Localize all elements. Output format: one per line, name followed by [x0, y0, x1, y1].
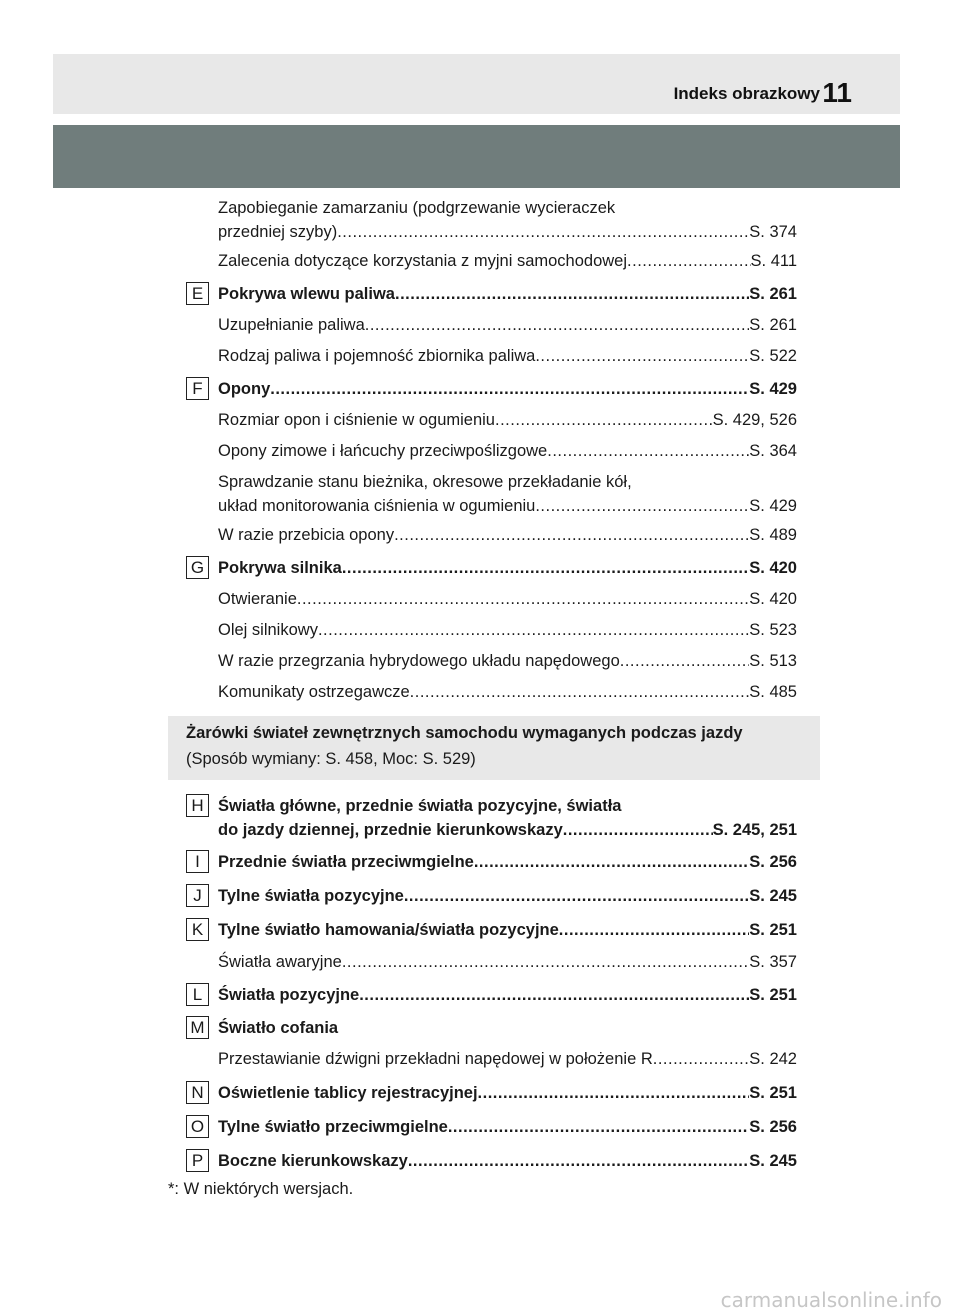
- entry-first-line: Światła główne, przednie światła pozycyjne, światła: [218, 797, 622, 815]
- page-reference: S. 242: [749, 1050, 797, 1068]
- dot-leader: [270, 377, 749, 401]
- index-entry: [218, 918, 797, 942]
- entry-title: Światła awaryjne: [218, 953, 342, 971]
- callout-letter-box: H: [186, 794, 209, 817]
- info-box-subtext: (Sposób wymiany: S. 458, Moc: S. 529): [186, 750, 476, 768]
- dot-leader: [653, 1047, 750, 1071]
- index-entry: [218, 344, 797, 368]
- entry-title: Rodzaj paliwa i pojemność zbiornika paliwa: [218, 347, 536, 365]
- dot-leader: [365, 313, 750, 337]
- index-entry: [218, 1081, 797, 1105]
- callout-letter-box: F: [186, 377, 209, 400]
- index-entry: [218, 249, 797, 273]
- entry-first-line: Zapobieganie zamarzaniu (podgrzewanie wycieraczek: [218, 199, 616, 217]
- entry-title: Przestawianie dźwigni przekładni napędowej w położenie R: [218, 1050, 653, 1068]
- page-reference: S. 523: [749, 621, 797, 639]
- entry-title: układ monitorowania ciśnienia w ogumieniu: [218, 497, 536, 515]
- entry-first-line: Sprawdzanie stanu bieżnika, okresowe przekładanie kół,: [218, 473, 632, 491]
- dot-leader: [395, 282, 749, 306]
- index-entry: [218, 983, 797, 1007]
- dot-leader: [394, 523, 749, 547]
- page-reference: S. 357: [749, 953, 797, 971]
- dot-leader: [535, 494, 749, 518]
- dot-leader: [474, 850, 749, 874]
- illustration-placeholder-bar: [53, 125, 900, 188]
- entry-title: W razie przegrzania hybrydowego układu napędowego: [218, 652, 620, 670]
- dot-leader: [627, 249, 750, 273]
- page-reference: S. 522: [749, 347, 797, 365]
- dot-leader: [563, 818, 713, 842]
- page-reference: S. 420: [749, 559, 797, 577]
- page-reference: S. 485: [749, 683, 797, 701]
- dot-leader: [547, 439, 749, 463]
- index-entry: [218, 377, 797, 401]
- page-reference: S. 245: [749, 1152, 797, 1170]
- index-entry: [218, 439, 797, 463]
- page-reference: S. 245, 251: [712, 821, 797, 839]
- section-title: Indeks obrazkowy: [673, 84, 820, 103]
- entry-title: Komunikaty ostrzegawcze: [218, 683, 410, 701]
- index-entry: [218, 1016, 797, 1040]
- entry-title: Opony zimowe i łańcuchy przeciwpoślizgowe: [218, 442, 548, 460]
- entry-title: Zalecenia dotyczące korzystania z myjni samochodowej: [218, 252, 628, 270]
- index-entry: [218, 556, 797, 580]
- entry-title: Otwieranie: [218, 590, 297, 608]
- page-reference: S. 429: [749, 497, 797, 515]
- callout-letter-box: G: [186, 556, 209, 579]
- page-reference: S. 411: [750, 252, 797, 270]
- page-reference: S. 429, 526: [712, 411, 797, 429]
- entry-title: Tylne światło przeciwmgielne: [218, 1118, 448, 1136]
- page-reference: S. 374: [749, 223, 797, 241]
- dot-leader: [408, 1149, 749, 1173]
- entry-title: Światła pozycyjne: [218, 986, 360, 1004]
- entry-title: Tylne światło hamowania/światła pozycyjne: [218, 921, 559, 939]
- page-reference: S. 251: [749, 1084, 797, 1102]
- entry-title: W razie przebicia opony: [218, 526, 395, 544]
- page-reference: S. 261: [749, 285, 797, 303]
- dot-leader: [342, 950, 749, 974]
- callout-letter-box: O: [186, 1115, 209, 1138]
- index-entry: [218, 680, 797, 704]
- page-reference: S. 420: [749, 590, 797, 608]
- entry-title: Pokrywa silnika: [218, 559, 342, 577]
- dot-leader: [448, 1115, 749, 1139]
- index-entry: [218, 950, 797, 974]
- index-entry: [218, 1115, 797, 1139]
- index-entry: [218, 282, 797, 306]
- index-entry: [218, 408, 797, 432]
- dot-leader: [318, 618, 749, 642]
- entry-title: Pokrywa wlewu paliwa: [218, 285, 395, 303]
- dot-leader: [297, 587, 749, 611]
- callout-letter-box: K: [186, 918, 209, 941]
- index-entry: [218, 313, 797, 337]
- page-reference: S. 261: [749, 316, 797, 334]
- index-entry: [218, 523, 797, 547]
- page-number: 11: [822, 77, 852, 108]
- index-entry: [218, 587, 797, 611]
- index-entry: [218, 618, 797, 642]
- callout-letter-box: N: [186, 1081, 209, 1104]
- info-box-heading: Żarówki świateł zewnętrznych samochodu wymaganych podczas jazdy: [186, 724, 743, 742]
- callout-letter-box: L: [186, 983, 209, 1006]
- page-reference: S. 245: [749, 887, 797, 905]
- callout-letter-box: I: [186, 850, 209, 873]
- entry-title: Olej silnikowy: [218, 621, 318, 639]
- index-entry: [218, 649, 797, 673]
- dot-leader: [342, 556, 749, 580]
- entry-title: przedniej szyby): [218, 223, 338, 241]
- page-reference: S. 429: [749, 380, 797, 398]
- dot-leader: [559, 918, 749, 942]
- page-reference: S. 256: [749, 853, 797, 871]
- dot-leader: [478, 1081, 750, 1105]
- entry-title: Tylne światła pozycyjne: [218, 887, 404, 905]
- index-entry: [218, 196, 797, 244]
- entry-title: Przednie światła przeciwmgielne: [218, 853, 474, 871]
- dot-leader: [337, 220, 749, 244]
- entry-title: Światło cofania: [218, 1019, 339, 1037]
- page-reference: S. 489: [749, 526, 797, 544]
- dot-leader: [410, 680, 750, 704]
- footnote: *: W niektórych wersjach.: [168, 1180, 354, 1198]
- entry-title: Opony: [218, 380, 271, 398]
- callout-letter-box: E: [186, 282, 209, 305]
- entry-title: Uzupełnianie paliwa: [218, 316, 365, 334]
- entry-title: Oświetlenie tablicy rejestracyjnej: [218, 1084, 478, 1102]
- index-entry: [218, 850, 797, 874]
- entry-title: Boczne kierunkowskazy: [218, 1152, 408, 1170]
- callout-letter-box: M: [186, 1016, 209, 1039]
- dot-leader: [404, 884, 749, 908]
- page-reference: S. 513: [749, 652, 797, 670]
- dot-leader: [495, 408, 713, 432]
- index-entry: [218, 794, 797, 842]
- index-entry: [218, 470, 797, 518]
- dot-leader: [535, 344, 749, 368]
- page-reference: S. 256: [749, 1118, 797, 1136]
- callout-letter-box: J: [186, 884, 209, 907]
- index-entry: [218, 1047, 797, 1071]
- index-entry: [218, 884, 797, 908]
- entry-title: Rozmiar opon i ciśnienie w ogumieniu: [218, 411, 495, 429]
- watermark: carmanualsonline.info: [720, 1288, 942, 1312]
- page-reference: S. 251: [749, 921, 797, 939]
- index-entry: [218, 1149, 797, 1173]
- page-reference: S. 251: [749, 986, 797, 1004]
- dot-leader: [359, 983, 749, 1007]
- page-reference: S. 364: [749, 442, 797, 460]
- dot-leader: [620, 649, 750, 673]
- callout-letter-box: P: [186, 1149, 209, 1172]
- entry-title: do jazdy dziennej, przednie kierunkowskazy: [218, 821, 563, 839]
